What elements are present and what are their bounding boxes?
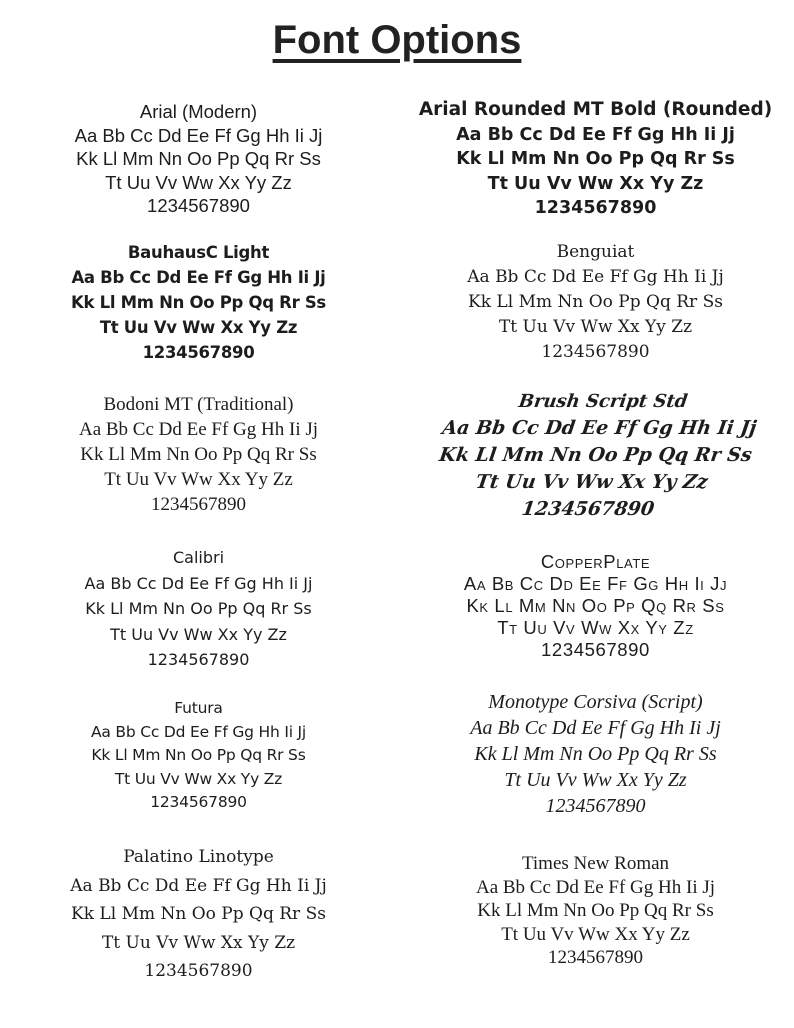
font-sample-brush-script [388,388,794,523]
font-sample-arial-rounded [397,98,794,221]
sample-line-a-j: Aa Bb Cc Dd Ee Ff Gg Hh Ii Jj [467,267,724,287]
font-name: Futura [174,699,223,717]
font-sample-calibri [0,545,397,673]
font-name: Times New Roman [521,853,670,874]
sample-line-t-z: Tt Uu Vv Ww Xx Yy Zz [504,769,687,791]
sample-line-a-j: Aa Bb Cc Dd Ee Ff Gg Hh Ii Jj [84,573,313,593]
sample-line-digits: 1234567890 [541,342,650,362]
font-name: Arial (Modern) [139,101,258,122]
sample-line-k-s: Kk Ll Mm Nn Oo Pp Qq Rr Ss [80,444,317,465]
sample-line-digits: 1234567890 [534,198,657,218]
font-name: Benguiat [556,242,635,262]
sample-line-k-s: Kk Ll Mm Nn Oo Pp Qq Rr Ss [76,148,321,169]
font-sample-futura [0,697,397,815]
sample-line-k-s: Kk Ll Mm Nn Oo Pp Qq Rr Ss [71,293,326,312]
sample-line-a-j: Aa Bb Cc Dd Ee Ff Gg Hh Ii Jj [475,876,716,898]
sample-line-t-z: Tt Uu Vv Ww Xx Yy Zz [99,318,298,337]
sample-line-digits: 1234567890 [520,498,656,520]
font-sample-bodoni [0,392,397,517]
font-name: CopperPlate [540,551,651,572]
sample-line-a-j: Aa Bb Cc Dd Ee Ff Gg Hh Ii Jj [90,722,307,741]
sample-line-a-j: Aa Bb Cc Dd Ee Ff Gg Hh Ii Jj [463,573,728,594]
page-title: Font Options [272,18,522,62]
font-name: Calibri [172,548,225,567]
sample-line-a-j: Aa Bb Cc Dd Ee Ff Gg Hh Ii Jj [71,268,326,287]
sample-line-a-j: Aa Bb Cc Dd Ee Ff Gg Hh Ii Jj [470,717,721,739]
sample-line-t-z: Tt Uu Vv Ww Xx Yy Zz [105,171,292,193]
sample-line-k-s: Kk Ll Mm Nn Oo Pp Qq Rr Ss [466,595,725,616]
sample-line-a-j: Aa Bb Cc Dd Ee Ff Gg Hh Ii Jj [74,124,323,146]
sample-line-a-j: Aa Bb Cc Dd Ee Ff Gg Hh Ii Jj [78,419,319,440]
sample-line-k-s: Kk Ll Mm Nn Oo Pp Qq Rr Ss [468,292,723,312]
sample-line-digits: 1234567890 [144,961,253,981]
sample-line-k-s: Kk Ll Mm Nn Oo Pp Qq Rr Ss [85,599,312,618]
sample-line-digits: 1234567890 [545,795,646,817]
sample-line-t-z: Tt Uu Vv Ww Xx Yy Zz [497,617,694,638]
font-sample-monotype-corsiva [397,689,794,819]
sample-line-t-z: Tt Uu Vv Ww Xx Yy Zz [501,923,690,945]
sample-line-k-s: Kk Ll Mm Nn Oo Pp Qq Rr Ss [474,743,717,765]
font-sample-benguiat [397,240,794,365]
sample-line-a-j: Aa Bb Cc Dd Ee Ff Gg Hh Ii Jj [70,875,327,896]
sample-line-digits: 1234567890 [147,195,250,216]
sample-line-a-j: Aa Bb Cc Dd Ee Ff Gg Hh Ii Jj [456,124,735,145]
font-sample-bauhaus [0,240,397,365]
sample-line-digits: 1234567890 [151,494,246,515]
font-name: Palatino Linotype [123,847,274,867]
sample-line-t-z: Tt Uu Vv Ww Xx Yy Zz [498,317,693,337]
font-sample-palatino [0,843,397,986]
sample-line-k-s: Kk Ll Mm Nn Oo Pp Qq Rr Ss [456,149,735,169]
sample-line-digits: 1234567890 [548,947,643,968]
font-name: BauhausC Light [127,243,270,262]
sample-line-digits: 1234567890 [150,793,247,811]
font-name: Arial Rounded MT Bold (Rounded) [418,99,773,120]
font-name: Monotype Corsiva (Script) [488,691,703,713]
font-sample-times-new-roman [397,852,794,970]
sample-line-t-z: Tt Uu Vv Ww Xx Yy Zz [114,769,283,788]
sample-line-a-j: Aa Bb Cc Dd Ee Ff Gg Hh Ii Jj [440,417,758,439]
font-sample-arial [0,100,397,218]
sample-line-k-s: Kk Ll Mm Nn Oo Pp Qq Rr Ss [71,904,326,924]
sample-line-t-z: Tt Uu Vv Ww Xx Yy Zz [474,471,710,493]
font-name: Brush Script Std [517,391,689,412]
sample-line-digits: 1234567890 [541,639,650,660]
font-sample-copperplate [397,551,794,661]
sample-line-k-s: Kk Ll Mm Nn Oo Pp Qq Rr Ss [477,900,714,921]
sample-line-k-s: Kk Ll Mm Nn Oo Pp Qq Rr Ss [437,444,754,466]
sample-line-t-z: Tt Uu Vv Ww Xx Yy Zz [110,624,287,644]
font-name: Bodoni MT (Traditional) [103,394,294,415]
sample-line-t-z: Tt Uu Vv Ww Xx Yy Zz [487,173,704,194]
sample-line-t-z: Tt Uu Vv Ww Xx Yy Zz [104,469,293,490]
sample-line-digits: 1234567890 [147,650,250,669]
sample-line-k-s: Kk Ll Mm Nn Oo Pp Qq Rr Ss [91,746,306,764]
sample-line-digits: 1234567890 [142,343,255,362]
sample-line-t-z: Tt Uu Vv Ww Xx Yy Zz [101,932,296,953]
